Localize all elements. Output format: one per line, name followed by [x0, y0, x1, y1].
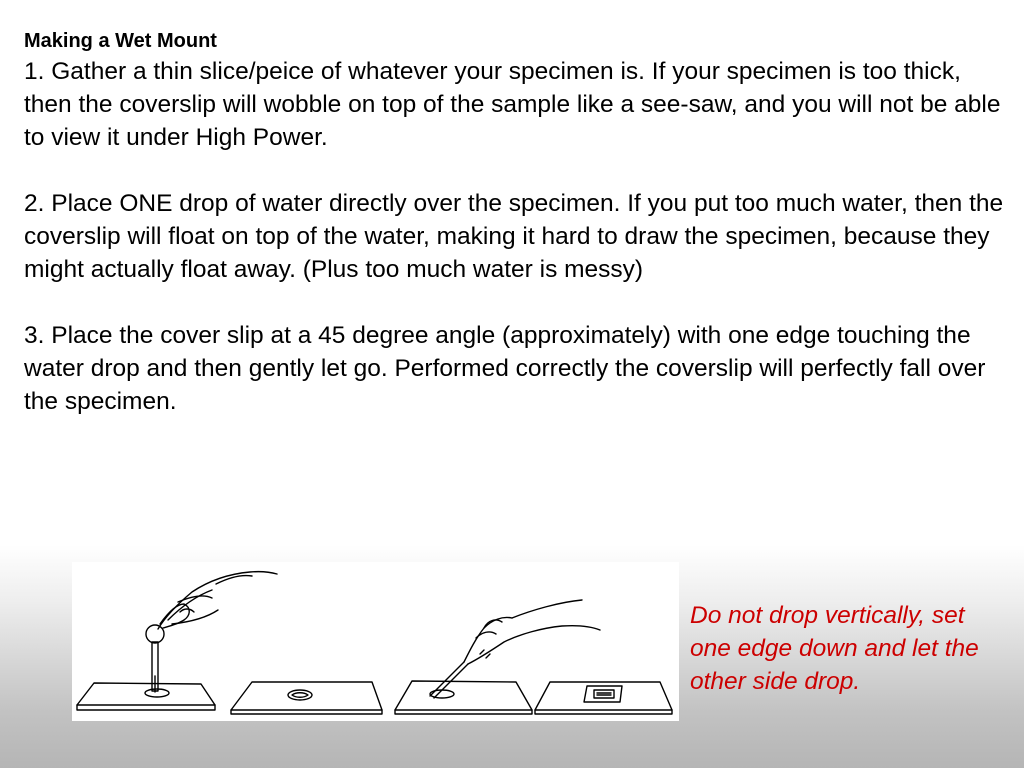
wet-mount-illustration: [72, 562, 679, 721]
slide-title: Making a Wet Mount: [24, 30, 217, 52]
hand-coverslip-icon: [395, 600, 600, 714]
step-3: 3. Place the cover slip at a 45 degree angle (approximately) with one edge touching the water drop and then gently let go. Performed correctly the coverslip will perfectly fall over the specimen.: [24, 322, 986, 415]
slide-with-coverslip-icon: [535, 682, 672, 714]
step-1: 1. Gather a thin slice/peice of whatever your specimen is. If your specimen is too thick, then the coverslip will wobble on top of the sample like a see-saw, and you will not be able to view it under High Power.: [24, 58, 1001, 151]
slide-with-specimen-icon: [231, 682, 382, 714]
instructions: [24, 55, 1009, 451]
warning-caption: Do not drop vertically, set one edge down and let the other side drop.: [690, 602, 979, 695]
step-2: 2. Place ONE drop of water directly over the specimen. If you put too much water, then the coverslip will float on top of the water, making it hard to draw the specimen, because they might actually float away. (Plus too much water is messy): [24, 190, 1004, 283]
